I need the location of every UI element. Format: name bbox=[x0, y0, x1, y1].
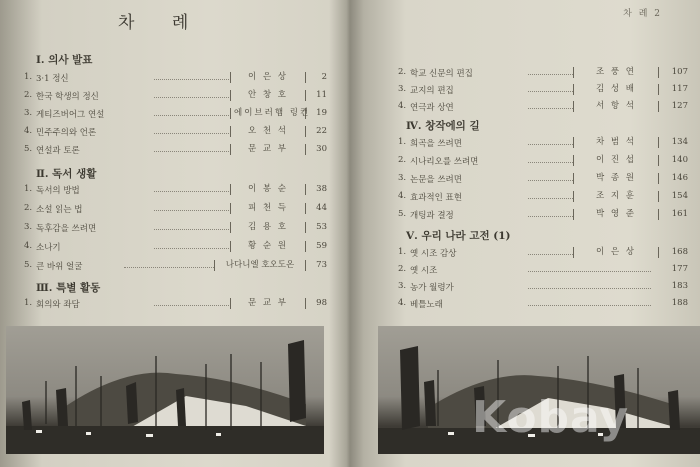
leader-dots bbox=[528, 108, 573, 109]
entry-number: 2. bbox=[398, 155, 407, 165]
toc-entry bbox=[24, 144, 334, 158]
entry-title: 옛 시조 감상 bbox=[410, 249, 457, 259]
entry-page: 107 bbox=[671, 67, 688, 77]
entry-number: 1. bbox=[24, 298, 33, 308]
leader-dots bbox=[154, 248, 229, 249]
entry-author: 문 교 부 bbox=[230, 298, 306, 309]
entry-number: 5. bbox=[24, 144, 33, 154]
leader-dots bbox=[154, 133, 229, 134]
toc-entry bbox=[398, 264, 698, 278]
entry-title: 연설과 토론 bbox=[36, 146, 80, 156]
toc-entry bbox=[398, 281, 698, 295]
entry-page: 38 bbox=[316, 184, 327, 194]
entry-number: 1. bbox=[24, 72, 33, 82]
entry-page: 22 bbox=[316, 126, 327, 136]
entry-page: 73 bbox=[316, 260, 327, 270]
toc-entry bbox=[24, 222, 334, 236]
entry-title: 농가 월령가 bbox=[410, 283, 454, 293]
entry-number: 5. bbox=[24, 260, 33, 270]
watermark: Kobay bbox=[472, 392, 630, 443]
section-heading: Ⅱ. 독서 생활 bbox=[36, 168, 97, 180]
entry-page: 183 bbox=[671, 281, 688, 291]
entry-page: 146 bbox=[671, 173, 688, 183]
entry-number: 4. bbox=[24, 241, 33, 251]
leader-dots bbox=[154, 305, 229, 306]
entry-author: 김 성 배 bbox=[573, 84, 659, 95]
entry-page: 168 bbox=[671, 247, 688, 257]
entry-page: 134 bbox=[671, 137, 688, 147]
entry-page: 98 bbox=[316, 298, 327, 308]
entry-page: 140 bbox=[671, 155, 688, 165]
leader-dots bbox=[528, 162, 573, 163]
leader-dots bbox=[154, 151, 229, 152]
entry-author: 조 지 훈 bbox=[573, 191, 659, 202]
entry-page: 44 bbox=[316, 203, 327, 213]
leader-dots bbox=[528, 144, 573, 145]
toc-entry bbox=[24, 108, 334, 122]
leader-dots bbox=[528, 288, 651, 289]
toc-entry bbox=[398, 67, 698, 81]
toc-entry bbox=[398, 191, 698, 205]
leader-dots bbox=[528, 74, 573, 75]
entry-number: 2. bbox=[398, 67, 407, 77]
toc-entry bbox=[24, 241, 334, 255]
entry-page: 154 bbox=[671, 191, 688, 201]
entry-title: 3·1 정신 bbox=[36, 74, 69, 84]
toc-entry bbox=[24, 126, 334, 140]
leader-dots bbox=[528, 216, 573, 217]
entry-page: 11 bbox=[316, 90, 327, 100]
entry-page: 53 bbox=[316, 222, 327, 232]
section-heading: Ⅳ. 창작에의 길 bbox=[406, 120, 480, 132]
entry-author: 이 진 섭 bbox=[573, 155, 659, 166]
entry-number: 4. bbox=[24, 126, 33, 136]
entry-number: 5. bbox=[398, 209, 407, 219]
entry-title: 효과적인 표현 bbox=[410, 193, 462, 203]
entry-author: 에이브러햄 링컨 bbox=[230, 108, 306, 119]
entry-page: 117 bbox=[671, 84, 688, 94]
entry-author: 박 종 원 bbox=[573, 173, 659, 184]
entry-author: 박 영 준 bbox=[573, 209, 659, 220]
entry-title: 한국 학생의 정신 bbox=[36, 92, 99, 102]
toc-entry bbox=[398, 298, 698, 312]
entry-page: 59 bbox=[316, 241, 327, 251]
leader-dots bbox=[528, 91, 573, 92]
leader-dots bbox=[528, 271, 651, 272]
leader-dots bbox=[154, 79, 229, 80]
section-heading: Ⅰ. 의사 발표 bbox=[36, 54, 93, 66]
entry-author: 이 은 상 bbox=[230, 72, 306, 83]
toc-entry bbox=[24, 90, 334, 104]
entry-number: 3. bbox=[398, 173, 407, 183]
entry-title: 논문을 쓰려면 bbox=[410, 175, 462, 185]
toc-entry bbox=[24, 203, 334, 217]
leader-dots bbox=[154, 115, 229, 116]
entry-page: 127 bbox=[671, 101, 688, 111]
running-head: 차 례 2 bbox=[623, 9, 662, 19]
leader-dots bbox=[154, 229, 229, 230]
entry-title: 희곡을 쓰려면 bbox=[410, 139, 462, 149]
entry-title: 베틀노래 bbox=[410, 300, 443, 310]
entry-title: 개팅과 결정 bbox=[410, 211, 454, 221]
toc-entry bbox=[24, 184, 334, 198]
entry-number: 1. bbox=[398, 247, 407, 257]
harbor-photo bbox=[6, 326, 324, 454]
section-heading: Ⅲ. 특별 활동 bbox=[36, 282, 101, 294]
leader-dots bbox=[528, 305, 651, 306]
entry-title: 독서의 방법 bbox=[36, 186, 80, 196]
toc-entry bbox=[398, 209, 698, 223]
entry-number: 4. bbox=[398, 101, 407, 111]
entry-title: 회의와 좌담 bbox=[36, 300, 80, 310]
entry-author: 이 은 상 bbox=[573, 247, 659, 258]
entry-number: 2. bbox=[398, 264, 407, 274]
toc-entry bbox=[398, 173, 698, 187]
entry-title: 소설 읽는 법 bbox=[36, 205, 83, 215]
entry-number: 3. bbox=[24, 108, 33, 118]
entry-page: 2 bbox=[321, 72, 327, 82]
entry-author: 조 풍 연 bbox=[573, 67, 659, 78]
entry-number: 4. bbox=[398, 298, 407, 308]
leader-dots bbox=[528, 254, 573, 255]
leader-dots bbox=[154, 97, 229, 98]
toc-entry bbox=[24, 298, 334, 312]
entry-author: 서 항 석 bbox=[573, 101, 659, 112]
entry-author: 김 용 호 bbox=[230, 222, 306, 233]
leader-dots bbox=[528, 198, 573, 199]
entry-author: 피 천 득 bbox=[230, 203, 306, 214]
entry-page: 188 bbox=[671, 298, 688, 308]
entry-number: 2. bbox=[24, 203, 33, 213]
entry-number: 1. bbox=[398, 137, 407, 147]
page-title: 차 례 bbox=[118, 13, 205, 33]
left-page bbox=[0, 0, 347, 467]
toc-entry bbox=[398, 155, 698, 169]
entry-title: 독후감을 쓰려면 bbox=[36, 224, 97, 234]
entry-author: 황 순 원 bbox=[230, 241, 306, 252]
entry-title: 연극과 상연 bbox=[410, 103, 454, 113]
entry-author: 이 봉 순 bbox=[230, 184, 306, 195]
entry-author: 오 천 석 bbox=[230, 126, 306, 137]
toc-entry bbox=[398, 101, 698, 115]
entry-page: 177 bbox=[671, 264, 688, 274]
entry-author: 문 교 부 bbox=[230, 144, 306, 155]
entry-title: 소나기 bbox=[36, 243, 61, 253]
entry-number: 3. bbox=[24, 222, 33, 232]
entry-author: 차 범 석 bbox=[573, 137, 659, 148]
leader-dots bbox=[154, 210, 229, 211]
entry-page: 30 bbox=[316, 144, 327, 154]
entry-number: 2. bbox=[24, 90, 33, 100]
toc-entry bbox=[398, 247, 698, 261]
entry-number: 3. bbox=[398, 84, 407, 94]
entry-title: 시나리오를 쓰려면 bbox=[410, 157, 479, 167]
entry-title: 옛 시조 bbox=[410, 266, 438, 276]
entry-number: 3. bbox=[398, 281, 407, 291]
toc-entry bbox=[24, 260, 334, 274]
section-heading: Ⅴ. 우리 나라 고전 (1) bbox=[406, 230, 511, 242]
entry-author: 나다니엘 호오도온 bbox=[214, 260, 306, 271]
entry-number: 4. bbox=[398, 191, 407, 201]
entry-title: 민주주의와 언론 bbox=[36, 128, 97, 138]
entry-title: 큰 바위 얼굴 bbox=[36, 262, 83, 272]
entry-title: 학교 신문의 편집 bbox=[410, 69, 473, 79]
entry-title: 게티즈버어그 연설 bbox=[36, 110, 105, 120]
entry-number: 1. bbox=[24, 184, 33, 194]
entry-author: 안 창 호 bbox=[230, 90, 306, 101]
leader-dots bbox=[528, 180, 573, 181]
entry-page: 19 bbox=[316, 108, 327, 118]
entry-title: 교지의 편집 bbox=[410, 86, 454, 96]
toc-entry bbox=[24, 72, 334, 86]
entry-page: 161 bbox=[671, 209, 688, 219]
leader-dots bbox=[124, 267, 214, 268]
toc-entry bbox=[398, 137, 698, 151]
leader-dots bbox=[154, 191, 229, 192]
toc-entry bbox=[398, 84, 698, 98]
